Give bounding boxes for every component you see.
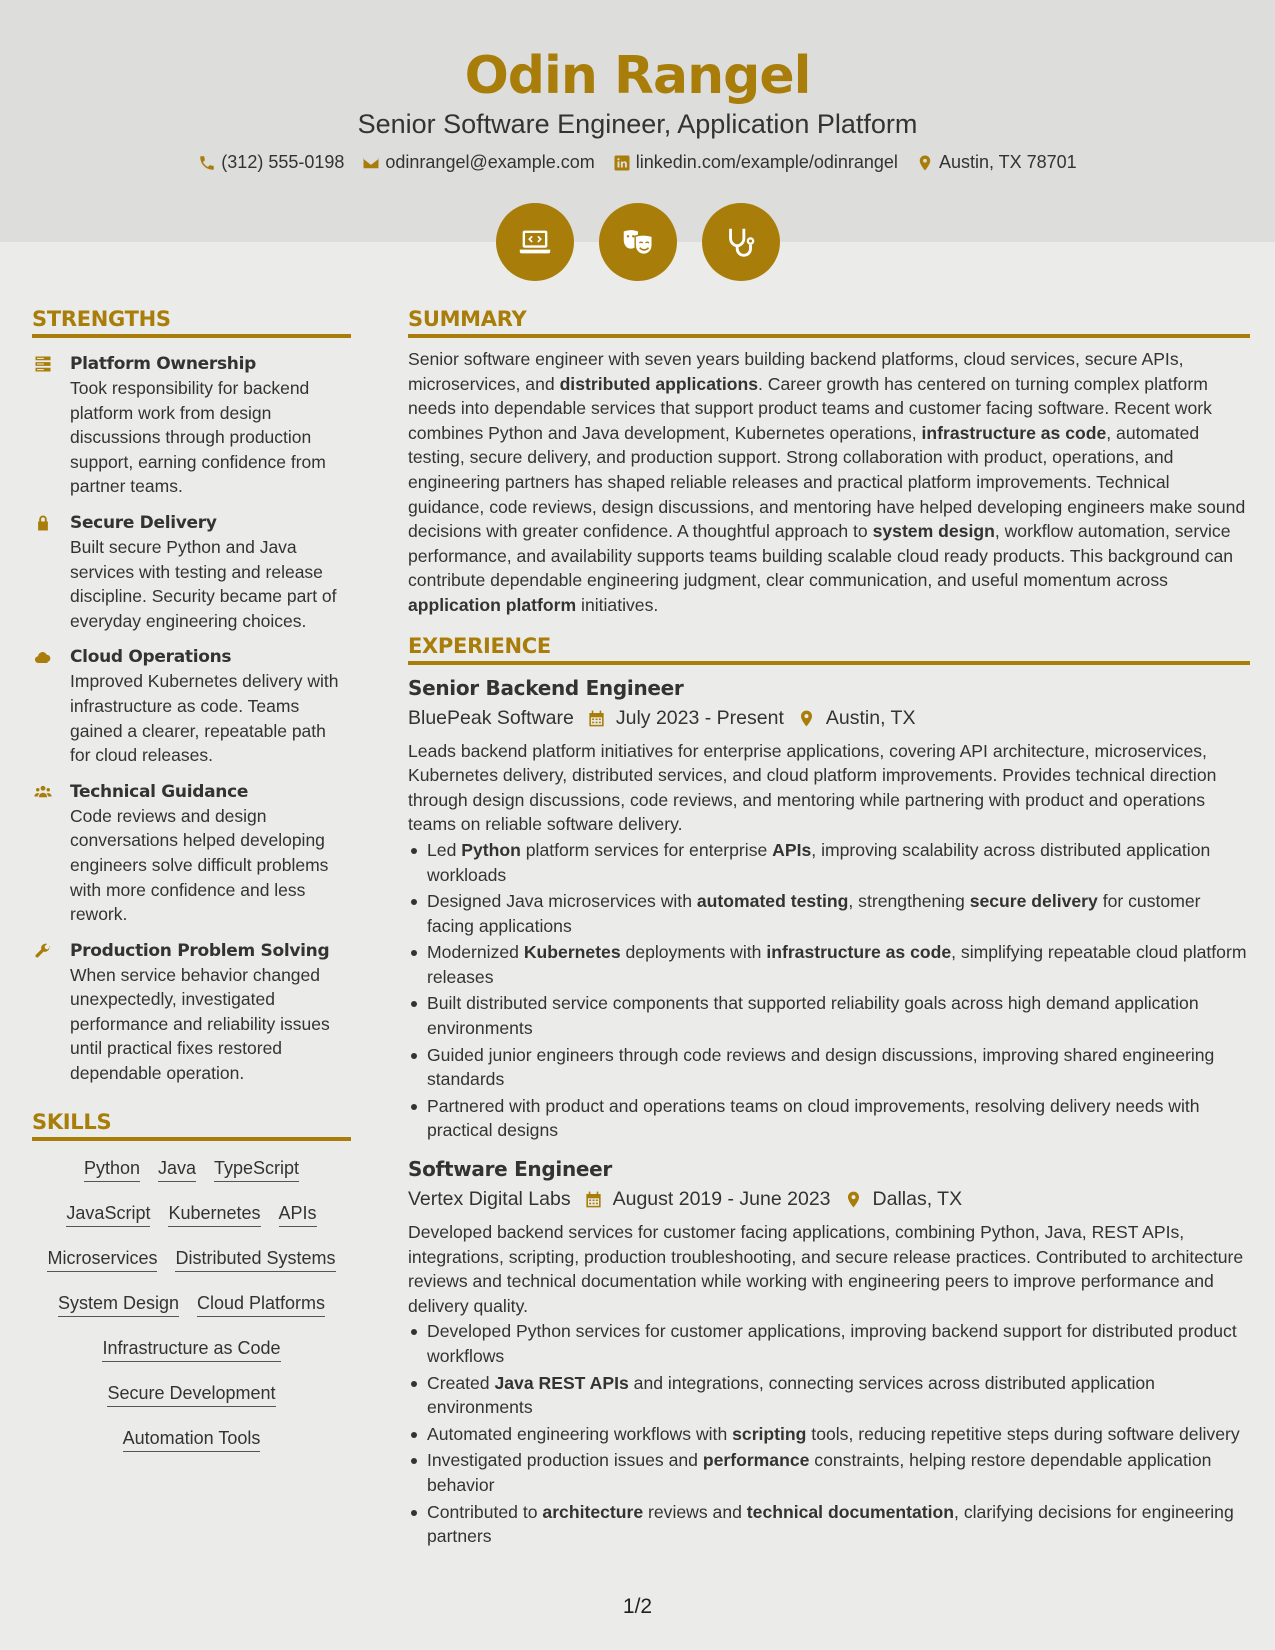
skills-list <box>32 1155 351 1470</box>
job-description: Developed backend services for customer facing applications, combining Python, Java, REST APIs, integrations, scripting, production troubleshooting, and secure release practices. Contributed to architecture reviews and technical documentation while working with engineering peers to improve performance and delivery quality. <box>408 1222 1244 1316</box>
job-bullet: Investigated production issues and performance constraints, helping restore dependable application behavior <box>408 1448 1250 1497</box>
linkedin-text: linkedin.com/example/odinrangel <box>635 152 898 172</box>
job-location: Austin, TX <box>825 706 916 729</box>
strength-text: Code reviews and design conversations helped developing engineers solve difficult problems with more confidence and less rework. <box>70 805 329 925</box>
skills-row <box>32 1380 351 1425</box>
contact-location <box>916 152 1077 173</box>
skill-tag: Kubernetes <box>168 1200 260 1227</box>
job-bullet: Designed Java microservices with automated testing, strengthening secure delivery for customer facing applications <box>408 889 1250 938</box>
job-bullet: Partnered with product and operations teams on cloud improvements, resolving delivery needs with practical designs <box>408 1094 1250 1143</box>
map-pin-icon <box>916 154 934 172</box>
strength-item <box>32 939 351 1086</box>
strengths-heading: STRENGTHS <box>32 307 351 338</box>
strength-title: Secure Delivery <box>70 512 217 533</box>
job-location: Dallas, TX <box>872 1188 963 1211</box>
strength-item <box>32 352 351 499</box>
skill-tag: Infrastructure as Code <box>102 1335 280 1362</box>
job-meta <box>408 707 1250 730</box>
job-company: Vertex Digital Labs <box>408 1188 571 1211</box>
map-pin-icon <box>797 709 816 728</box>
left-column <box>32 307 351 1470</box>
skills-row <box>32 1245 351 1290</box>
contact-info <box>0 152 1275 173</box>
calendar-icon <box>587 709 606 728</box>
users-icon <box>32 780 56 927</box>
strength-title: Technical Guidance <box>70 781 249 802</box>
job-bullet: Contributed to architecture reviews and technical documentation, clarifying decisions for engineering partners <box>408 1500 1250 1549</box>
strength-text: Took responsibility for backend platform work from design discussions through production support, earning confidence from partner teams. <box>70 378 326 497</box>
strength-item <box>32 780 351 927</box>
summary-heading: SUMMARY <box>408 307 1250 338</box>
job-bullet: Guided junior engineers through code reviews and design discussions, improving shared engineering standards <box>408 1043 1250 1092</box>
location-text: Austin, TX 78701 <box>938 152 1077 172</box>
skill-tag: Distributed Systems <box>175 1245 335 1272</box>
strengths-list <box>32 352 351 1086</box>
linkedin-icon <box>613 154 631 172</box>
strength-text: Improved Kubernetes delivery with infrastructure as code. Teams gained a clearer, repeatable path for cloud releases. <box>70 671 339 766</box>
job-bullet: Created Java REST APIs and integrations, connecting services across distributed application environments <box>408 1371 1250 1420</box>
skills-row <box>32 1155 351 1200</box>
interest-icons <box>0 203 1275 281</box>
job-company: BluePeak Software <box>408 706 574 729</box>
job-description: Leads backend platform initiatives for enterprise applications, covering API architecture, microservices, Kubernetes delivery, distributed services, and cloud platform improvements. Provides technical direction through design discussions, code reviews, and mentoring while partnering with product and operations teams on reliable software delivery. <box>408 740 1217 835</box>
phone-text: (312) 555-0198 <box>221 152 345 172</box>
skills-heading: SKILLS <box>32 1110 351 1141</box>
skill-tag: Python <box>84 1155 140 1182</box>
cloud-icon <box>32 645 56 767</box>
skill-tag: Cloud Platforms <box>197 1290 325 1317</box>
job-bullet: Led Python platform services for enterprise APIs, improving scalability across distributed application workloads <box>408 838 1250 887</box>
job-bullets <box>408 838 1250 1143</box>
stethoscope-icon <box>702 203 780 281</box>
email-text: odinrangel@example.com <box>385 152 595 172</box>
calendar-icon <box>584 1190 603 1209</box>
job-entry <box>408 676 1250 1144</box>
strength-text: Built secure Python and Java services with testing and release discipline. Security became part of everyday engineering choices. <box>70 536 337 631</box>
map-pin-icon <box>844 1190 863 1209</box>
server-icon <box>32 352 56 499</box>
skill-tag: APIs <box>279 1200 317 1227</box>
laptop-code-icon <box>496 203 574 281</box>
skill-tag: System Design <box>58 1290 179 1317</box>
experience-heading: EXPERIENCE <box>408 634 1250 665</box>
resume-header <box>0 0 1275 242</box>
job-bullets <box>408 1319 1250 1548</box>
strength-title: Cloud Operations <box>70 647 232 668</box>
job-dates: August 2019 - June 2023 <box>612 1188 831 1211</box>
lock-icon <box>32 511 56 633</box>
skill-tag: Secure Development <box>107 1380 275 1407</box>
strength-text: When service behavior changed unexpectedly, investigated performance and reliability issues until practical fixes restored dependable operation. <box>70 964 330 1084</box>
job-meta <box>408 1188 1250 1211</box>
summary-text: Senior software engineer with seven years building backend platforms, cloud services, secure APIs, microservices, and distributed applications. Career growth has centered on turning complex platform needs into dependable services that support product teams and customer facing software. Recent work combines Python and Java development, Kubernetes operations, infrastructure as code, automated testing, secure delivery, and production support. Strong collaboration with product, operations, and engineering partners has shaped reliable releases and practical platform improvements. Technical guidance, code reviews, design discussions, and mentoring have helped developing engineers make sound decisions with greater confidence. A thoughtful approach to system design, workflow automation, service performance, and availability supports teams building scalable cloud ready products. This background can contribute dependable engineering judgment, clear communication, and useful momentum across application platform initiatives. <box>408 349 1246 615</box>
skill-tag: Java <box>158 1155 196 1182</box>
skill-tag: Automation Tools <box>123 1425 261 1452</box>
phone-icon <box>198 154 216 172</box>
experience-list <box>408 676 1250 1549</box>
job-bullet: Developed Python services for customer applications, improving backend support for distributed product workflows <box>408 1319 1250 1368</box>
job-entry <box>408 1157 1250 1549</box>
page-number: 1/2 <box>622 1595 653 1618</box>
job-bullet: Built distributed service components that supported reliability goals across high demand application environments <box>408 991 1250 1040</box>
contact-phone[interactable] <box>198 152 344 173</box>
strength-item <box>32 645 351 767</box>
job-bullet: Modernized Kubernetes deployments with infrastructure as code, simplifying repeatable cloud platform releases <box>408 940 1250 989</box>
skills-row <box>32 1335 351 1380</box>
contact-email[interactable] <box>362 152 594 173</box>
wrench-icon <box>32 939 56 1086</box>
right-column <box>408 307 1250 1551</box>
job-bullet: Automated engineering workflows with scripting tools, reducing repetitive steps during software delivery <box>408 1422 1250 1447</box>
strength-title: Platform Ownership <box>70 354 256 374</box>
skills-row <box>32 1200 351 1245</box>
theater-masks-icon <box>599 203 677 281</box>
job-title: Software Engineer <box>408 1157 612 1182</box>
candidate-title: Senior Software Engineer, Application Platform <box>357 109 918 139</box>
strength-title: Production Problem Solving <box>70 940 330 961</box>
strength-item <box>32 511 351 633</box>
skill-tag: JavaScript <box>66 1200 150 1227</box>
skill-tag: Microservices <box>47 1245 157 1272</box>
skills-row <box>32 1425 351 1470</box>
job-title: Senior Backend Engineer <box>408 675 684 700</box>
candidate-name: Odin Rangel <box>464 46 811 106</box>
envelope-icon <box>362 154 380 172</box>
skills-row <box>32 1290 351 1335</box>
job-dates: July 2023 - Present <box>615 706 784 729</box>
contact-linkedin[interactable] <box>613 152 898 173</box>
skill-tag: TypeScript <box>214 1155 299 1182</box>
